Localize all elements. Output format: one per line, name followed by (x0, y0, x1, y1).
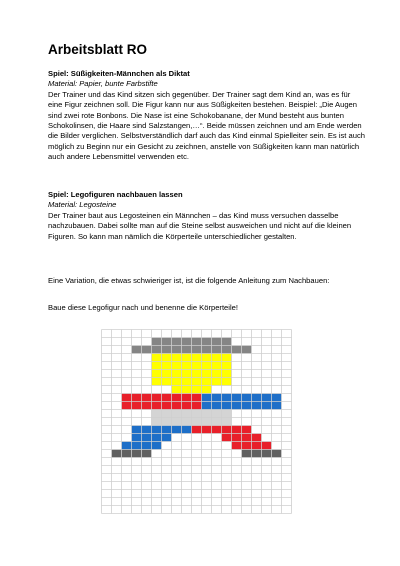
lego-brick-yellow (162, 370, 172, 378)
lego-brick-blue (162, 434, 172, 442)
lego-brick-red (232, 426, 242, 434)
lego-brick-yellow (182, 370, 192, 378)
lego-brick-yellow (182, 354, 192, 362)
lego-brick-red (172, 402, 182, 410)
lego-brick-gray (202, 346, 212, 354)
section-heading: Spiel: Süßigkeiten-Männchen als Diktat (48, 69, 190, 78)
lego-brick-yellow (172, 354, 182, 362)
lego-brick-red (152, 394, 162, 402)
lego-brick-blue (152, 426, 162, 434)
lego-brick-blue (262, 394, 272, 402)
lego-brick-gray (142, 346, 152, 354)
lego-brick-gray (192, 346, 202, 354)
lego-brick-blue (142, 442, 152, 450)
lego-brick-yellow (212, 378, 222, 386)
lego-brick-blue (222, 394, 232, 402)
lego-brick-lightgray (202, 410, 212, 418)
lego-brick-blue (252, 394, 262, 402)
lego-brick-red (242, 442, 252, 450)
lego-brick-yellow (172, 362, 182, 370)
lego-brick-red (122, 394, 132, 402)
lego-brick-lightgray (162, 418, 172, 426)
lego-brick-yellow (192, 386, 202, 394)
lego-brick-gray (162, 346, 172, 354)
lego-brick-gray (162, 338, 172, 346)
lego-brick-yellow (222, 354, 232, 362)
lego-brick-red (192, 402, 202, 410)
lego-brick-red (212, 426, 222, 434)
lego-brick-lightgray (222, 418, 232, 426)
lego-brick-gray (192, 338, 202, 346)
lego-brick-blue (152, 442, 162, 450)
lego-brick-blue (242, 402, 252, 410)
lego-brick-blue (152, 434, 162, 442)
lego-brick-yellow (172, 370, 182, 378)
lego-brick-yellow (192, 370, 202, 378)
lego-brick-yellow (202, 354, 212, 362)
lego-brick-gray (222, 346, 232, 354)
lego-brick-red (182, 402, 192, 410)
lego-brick-lightgray (152, 418, 162, 426)
lego-brick-yellow (222, 362, 232, 370)
lego-brick-darkgray (242, 450, 252, 458)
lego-brick-red (132, 394, 142, 402)
lego-brick-red (152, 402, 162, 410)
lego-brick-red (202, 426, 212, 434)
lego-brick-blue (222, 402, 232, 410)
lego-brick-red (252, 442, 262, 450)
lego-brick-blue (202, 402, 212, 410)
lego-brick-yellow (212, 370, 222, 378)
lego-brick-lightgray (152, 410, 162, 418)
lego-brick-yellow (172, 378, 182, 386)
lego-brick-gray (152, 338, 162, 346)
lego-brick-blue (232, 402, 242, 410)
lego-brick-blue (202, 394, 212, 402)
lego-brick-red (192, 394, 202, 402)
lego-brick-red (252, 434, 262, 442)
lego-brick-yellow (152, 378, 162, 386)
lego-brick-darkgray (132, 450, 142, 458)
lego-brick-yellow (202, 386, 212, 394)
lego-brick-darkgray (252, 450, 262, 458)
lego-brick-yellow (172, 386, 182, 394)
lego-brick-gray (172, 338, 182, 346)
lego-brick-gray (222, 338, 232, 346)
lego-brick-blue (172, 426, 182, 434)
instruction-paragraph: Baue diese Legofigur nach und benenne die Körperteile! (48, 302, 238, 312)
lego-brick-red (232, 434, 242, 442)
lego-brick-darkgray (112, 450, 122, 458)
lego-brick-red (242, 434, 252, 442)
lego-figure-grid (101, 329, 292, 515)
lego-brick-blue (262, 402, 272, 410)
lego-brick-blue (272, 402, 282, 410)
lego-brick-yellow (182, 386, 192, 394)
lego-brick-red (242, 426, 252, 434)
section-heading: Spiel: Legofiguren nachbauen lassen (48, 190, 183, 199)
lego-brick-red (122, 402, 132, 410)
lego-brick-red (182, 394, 192, 402)
lego-brick-darkgray (262, 450, 272, 458)
lego-brick-lightgray (222, 410, 232, 418)
lego-brick-blue (132, 434, 142, 442)
lego-brick-gray (212, 346, 222, 354)
lego-brick-gray (132, 346, 142, 354)
lego-brick-blue (212, 402, 222, 410)
lego-brick-yellow (182, 378, 192, 386)
section-material: Material: Legosteine (48, 200, 117, 210)
page-title: Arbeitsblatt RO (48, 42, 148, 57)
section-lego-figures (48, 190, 366, 242)
lego-brick-blue (142, 434, 152, 442)
lego-brick-red (262, 442, 272, 450)
lego-brick-gray (182, 338, 192, 346)
lego-brick-yellow (162, 378, 172, 386)
lego-brick-yellow (162, 362, 172, 370)
lego-brick-yellow (152, 354, 162, 362)
lego-brick-lightgray (182, 410, 192, 418)
lego-brick-red (172, 394, 182, 402)
lego-brick-lightgray (192, 418, 202, 426)
lego-brick-lightgray (172, 418, 182, 426)
lego-brick-gray (242, 346, 252, 354)
lego-brick-darkgray (272, 450, 282, 458)
lego-brick-blue (252, 402, 262, 410)
lego-brick-yellow (162, 354, 172, 362)
lego-brick-lightgray (202, 418, 212, 426)
lego-brick-darkgray (142, 450, 152, 458)
lego-brick-blue (162, 426, 172, 434)
lego-brick-yellow (212, 354, 222, 362)
section-body: Der Trainer baut aus Legosteinen ein Männchen – das Kind muss versuchen dasselbe nachzubauen. Dabei sollte man auf die Steine selbst ausweichen und nicht auf die kleinen Figuren. So kann man nämlich die Körperteile unterschiedlicher gestalten. (48, 210, 352, 241)
lego-brick-yellow (192, 362, 202, 370)
lego-brick-gray (152, 346, 162, 354)
lego-brick-lightgray (212, 410, 222, 418)
lego-brick-yellow (182, 362, 192, 370)
lego-brick-yellow (192, 354, 202, 362)
lego-brick-blue (232, 394, 242, 402)
lego-brick-yellow (202, 378, 212, 386)
lego-brick-gray (202, 338, 212, 346)
lego-brick-lightgray (172, 410, 182, 418)
lego-brick-red (192, 426, 202, 434)
lego-brick-blue (272, 394, 282, 402)
lego-brick-yellow (152, 362, 162, 370)
section-candy-figure (48, 69, 366, 163)
lego-brick-yellow (192, 378, 202, 386)
lego-brick-gray (232, 346, 242, 354)
lego-brick-yellow (202, 370, 212, 378)
lego-brick-blue (132, 426, 142, 434)
lego-brick-gray (182, 346, 192, 354)
variation-paragraph: Eine Variation, die etwas schwieriger ist, ist die folgende Anleitung zum Nachbauen: (48, 275, 330, 285)
lego-brick-red (162, 402, 172, 410)
lego-brick-blue (122, 442, 132, 450)
lego-brick-red (232, 442, 242, 450)
lego-brick-gray (172, 346, 182, 354)
lego-brick-blue (212, 394, 222, 402)
lego-brick-yellow (212, 362, 222, 370)
lego-brick-yellow (222, 378, 232, 386)
lego-brick-lightgray (162, 410, 172, 418)
lego-brick-blue (182, 426, 192, 434)
lego-brick-yellow (222, 370, 232, 378)
lego-brick-lightgray (192, 410, 202, 418)
lego-brick-red (162, 394, 172, 402)
lego-brick-blue (132, 442, 142, 450)
lego-brick-yellow (202, 362, 212, 370)
section-material: Material: Papier, bunte Farbstifte (48, 79, 158, 89)
lego-brick-red (222, 434, 232, 442)
lego-brick-red (142, 394, 152, 402)
lego-brick-lightgray (212, 418, 222, 426)
lego-brick-red (222, 426, 232, 434)
lego-brick-yellow (152, 370, 162, 378)
lego-brick-red (132, 402, 142, 410)
lego-brick-gray (212, 338, 222, 346)
lego-brick-darkgray (122, 450, 132, 458)
lego-brick-blue (242, 394, 252, 402)
lego-brick-lightgray (182, 418, 192, 426)
lego-brick-blue (142, 426, 152, 434)
lego-brick-red (142, 402, 152, 410)
section-body: Der Trainer und das Kind sitzen sich gegenüber. Der Trainer sagt dem Kind an, was es für eine Figur zeichnen soll. Die Figur kann nur aus Süßigkeiten bestehen. Beispiel: „Die Augen sind zwei rote Bonbons. Die Nase ist eine Schokobanane, der Mund besteht aus bunten Schokolinsen, die Haare sind Salzstangen,…“. Beide müssen zeichnen und am Ende werden die Bilder verglichen. Selbstverständlich darf auch das Kind einmal Spielleiter sein. Es ist auch möglich zu Beginn nur ein Gesicht zu zeichnen, anstelle von Süßigkeiten kann man natürlich auch andere Lebensmittel verwenden etc. (48, 89, 365, 162)
